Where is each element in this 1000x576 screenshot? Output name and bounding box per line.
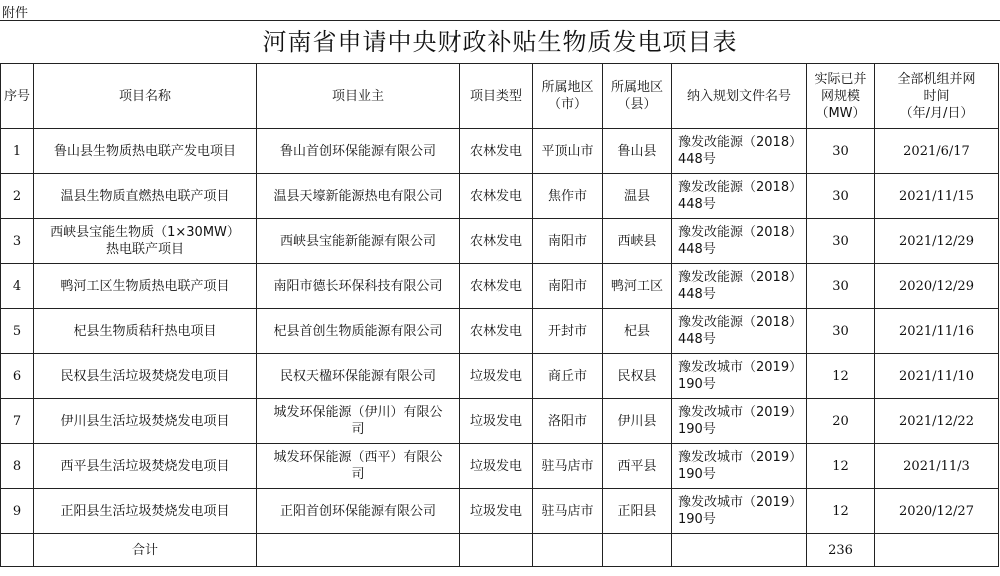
cell-capacity[interactable]: 30 [807, 309, 875, 354]
header-project-name[interactable]: 项目名称 [34, 64, 257, 129]
total-row [1, 534, 999, 567]
cell-county[interactable]: 杞县 [603, 309, 672, 354]
cell-name[interactable]: 鸭河工区生物质热电联产项目 [34, 264, 257, 309]
header-doc[interactable]: 纳入规划文件名号 [672, 64, 807, 129]
cell-type[interactable]: 垃圾发电 [460, 354, 533, 399]
cell-type[interactable]: 农林发电 [460, 219, 533, 264]
cell-doc[interactable]: 豫发改能源（2018） 448号 [672, 174, 807, 219]
header-owner[interactable]: 项目业主 [257, 64, 460, 129]
cell-seq[interactable]: 3 [1, 219, 34, 264]
project-table [0, 63, 999, 567]
cell-type[interactable]: 农林发电 [460, 264, 533, 309]
cell-capacity[interactable]: 20 [807, 399, 875, 444]
cell-city[interactable]: 商丘市 [533, 354, 603, 399]
cell-owner[interactable]: 鲁山首创环保能源有限公司 [257, 129, 460, 174]
cell-doc[interactable]: 豫发改城市（2019） 190号 [672, 444, 807, 489]
cell-county[interactable]: 鸭河工区 [603, 264, 672, 309]
cell-name[interactable]: 西峡县宝能生物质（1×30MW） 热电联产项目 [34, 219, 257, 264]
cell-date[interactable]: 2021/11/3 [875, 444, 999, 489]
cell-date[interactable]: 2021/11/10 [875, 354, 999, 399]
total-city-cell[interactable] [533, 534, 603, 567]
cell-seq[interactable]: 6 [1, 354, 34, 399]
cell-owner[interactable]: 杞县首创生物质能源有限公司 [257, 309, 460, 354]
cell-county[interactable]: 伊川县 [603, 399, 672, 444]
cell-type[interactable]: 农林发电 [460, 174, 533, 219]
cell-doc[interactable]: 豫发改能源（2018） 448号 [672, 129, 807, 174]
cell-owner[interactable]: 民权天楹环保能源有限公司 [257, 354, 460, 399]
cell-county[interactable]: 西平县 [603, 444, 672, 489]
cell-county[interactable]: 正阳县 [603, 489, 672, 534]
cell-type[interactable]: 农林发电 [460, 129, 533, 174]
cell-date[interactable]: 2021/6/17 [875, 129, 999, 174]
cell-city[interactable]: 洛阳市 [533, 399, 603, 444]
cell-type[interactable]: 农林发电 [460, 309, 533, 354]
attachment-label: 附件 [2, 6, 29, 21]
cell-city[interactable]: 驻马店市 [533, 489, 603, 534]
total-county-cell[interactable] [603, 534, 672, 567]
cell-seq[interactable]: 9 [1, 489, 34, 534]
cell-city[interactable]: 南阳市 [533, 219, 603, 264]
table-header-row [1, 64, 999, 129]
cell-capacity[interactable]: 30 [807, 219, 875, 264]
cell-seq[interactable]: 2 [1, 174, 34, 219]
cell-capacity[interactable]: 30 [807, 174, 875, 219]
cell-name[interactable]: 杞县生物质秸秆热电项目 [34, 309, 257, 354]
cell-capacity[interactable]: 30 [807, 264, 875, 309]
cell-doc[interactable]: 豫发改能源（2018） 448号 [672, 309, 807, 354]
total-doc-cell[interactable] [672, 534, 807, 567]
table-row [1, 264, 999, 309]
total-type-cell[interactable] [460, 534, 533, 567]
header-county[interactable]: 所属地区 （县） [603, 64, 672, 129]
table-row [1, 354, 999, 399]
table-row [1, 444, 999, 489]
cell-owner[interactable]: 正阳首创环保能源有限公司 [257, 489, 460, 534]
cell-date[interactable]: 2021/12/29 [875, 219, 999, 264]
cell-seq[interactable]: 1 [1, 129, 34, 174]
cell-date[interactable]: 2021/11/15 [875, 174, 999, 219]
cell-capacity[interactable]: 12 [807, 444, 875, 489]
cell-owner[interactable]: 南阳市德长环保科技有限公司 [257, 264, 460, 309]
cell-doc[interactable]: 豫发改城市（2019） 190号 [672, 489, 807, 534]
cell-county[interactable]: 民权县 [603, 354, 672, 399]
cell-doc[interactable]: 豫发改能源（2018） 448号 [672, 219, 807, 264]
cell-date[interactable]: 2021/11/16 [875, 309, 999, 354]
cell-capacity[interactable]: 30 [807, 129, 875, 174]
table-row [1, 399, 999, 444]
cell-county[interactable]: 鲁山县 [603, 129, 672, 174]
cell-type[interactable]: 垃圾发电 [460, 444, 533, 489]
cell-type[interactable]: 垃圾发电 [460, 489, 533, 534]
cell-type[interactable]: 垃圾发电 [460, 399, 533, 444]
cell-county[interactable]: 西峡县 [603, 219, 672, 264]
cell-seq[interactable]: 7 [1, 399, 34, 444]
header-city[interactable]: 所属地区 （市） [533, 64, 603, 129]
cell-owner[interactable]: 西峡县宝能新能源有限公司 [257, 219, 460, 264]
total-date-cell[interactable] [875, 534, 999, 567]
cell-county[interactable]: 温县 [603, 174, 672, 219]
cell-city[interactable]: 驻马店市 [533, 444, 603, 489]
cell-name[interactable]: 西平县生活垃圾焚烧发电项目 [34, 444, 257, 489]
cell-date[interactable]: 2020/12/27 [875, 489, 999, 534]
header-type[interactable]: 项目类型 [460, 64, 533, 129]
cell-capacity[interactable]: 12 [807, 489, 875, 534]
cell-city[interactable]: 焦作市 [533, 174, 603, 219]
cell-name[interactable]: 正阳县生活垃圾焚烧发电项目 [34, 489, 257, 534]
header-seq[interactable]: 序号 [1, 64, 34, 129]
cell-doc[interactable]: 豫发改城市（2019） 190号 [672, 399, 807, 444]
cell-city[interactable]: 平顶山市 [533, 129, 603, 174]
cell-seq[interactable]: 4 [1, 264, 34, 309]
table-row [1, 489, 999, 534]
total-label[interactable]: 合计 [34, 534, 257, 567]
table-row [1, 219, 999, 264]
cell-date[interactable]: 2020/12/29 [875, 264, 999, 309]
cell-owner[interactable]: 城发环保能源（伊川）有限公 司 [257, 399, 460, 444]
cell-seq[interactable]: 5 [1, 309, 34, 354]
cell-name[interactable]: 鲁山县生物质热电联产发电项目 [34, 129, 257, 174]
cell-name[interactable]: 温县生物质直燃热电联产项目 [34, 174, 257, 219]
cell-owner[interactable]: 温县天壕新能源热电有限公司 [257, 174, 460, 219]
cell-doc[interactable]: 豫发改能源（2018） 448号 [672, 264, 807, 309]
cell-name[interactable]: 伊川县生活垃圾焚烧发电项目 [34, 399, 257, 444]
table-row [1, 174, 999, 219]
cell-name[interactable]: 民权县生活垃圾焚烧发电项目 [34, 354, 257, 399]
cell-city[interactable]: 开封市 [533, 309, 603, 354]
table-row [1, 129, 999, 174]
cell-owner[interactable]: 城发环保能源（西平）有限公 司 [257, 444, 460, 489]
total-seq-cell[interactable] [1, 534, 34, 567]
total-owner-cell[interactable] [257, 534, 460, 567]
cell-city[interactable]: 南阳市 [533, 264, 603, 309]
page-title: 河南省申请中央财政补贴生物质发电项目表 [262, 28, 738, 56]
cell-seq[interactable]: 8 [1, 444, 34, 489]
cell-date[interactable]: 2021/12/22 [875, 399, 999, 444]
cell-capacity[interactable]: 12 [807, 354, 875, 399]
cell-doc[interactable]: 豫发改城市（2019） 190号 [672, 354, 807, 399]
header-date[interactable]: 全部机组并网 时间 （年/月/日） [875, 64, 999, 129]
header-capacity[interactable]: 实际已并 网规模 （MW） [807, 64, 875, 129]
total-capacity[interactable]: 236 [807, 534, 875, 567]
table-row [1, 309, 999, 354]
